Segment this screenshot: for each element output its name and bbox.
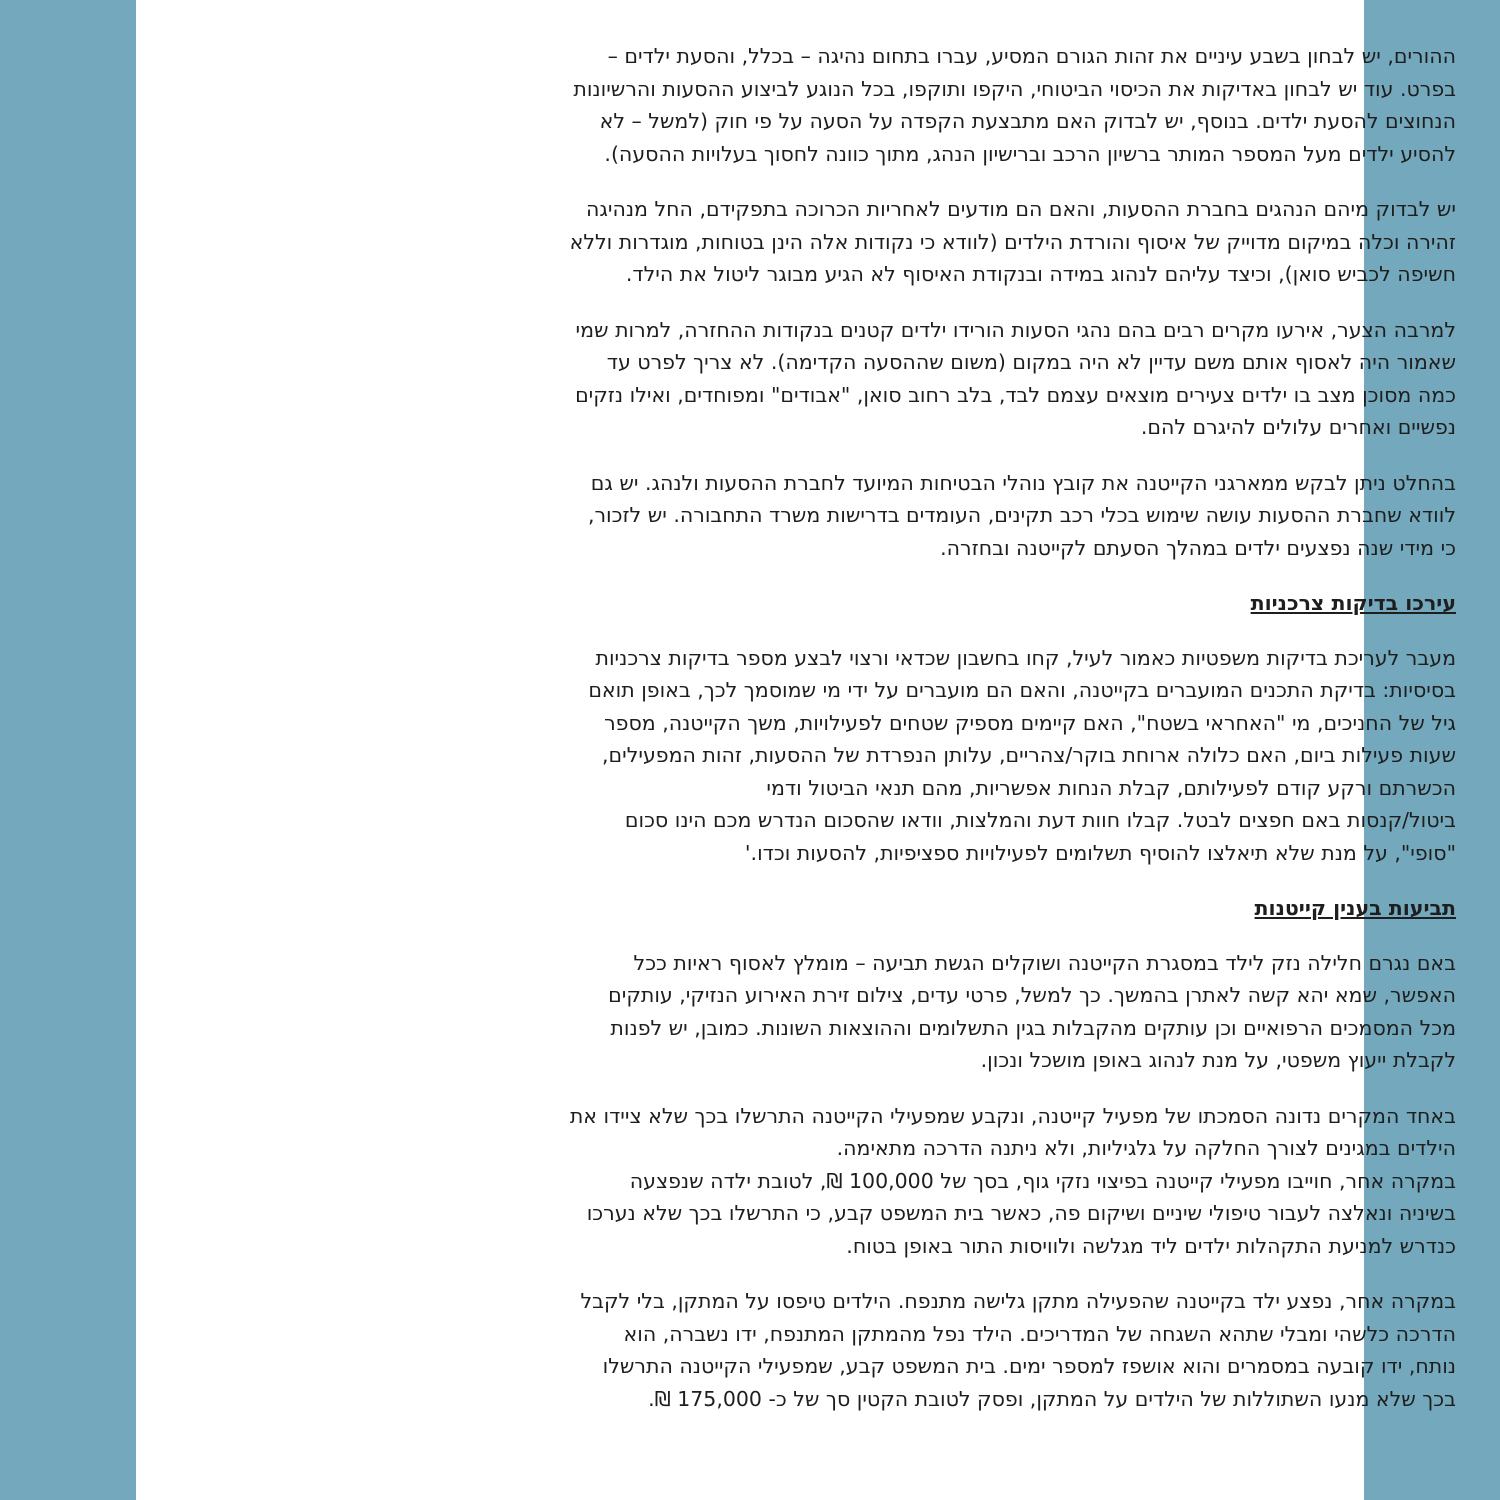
- text-line: נפשיים ואחרים עלולים להיגרם להם.: [1140, 415, 1456, 439]
- text-line: באחד המקרים נדונה הסמכתו של מפעיל קייטנה, ונקבע שמפעילי הקייטנה התרשלו בכך שלא ציידו את: [569, 1103, 1456, 1128]
- text-line: הדרכה כלשהי ומבלי שתהא השגחה של המדריכים. הילד נפל מהמתקן המתנפח, ידו נשברה, הוא: [623, 1321, 1456, 1346]
- text-line: גיל של החניכים, מי "האחראי בשטח", האם קיימים מספיק שטחים לפעילויות, משך הקייטנה, מספר: [604, 710, 1456, 735]
- paragraph-transport-operator: [316, 40, 1456, 170]
- text-line: כי מידי שנה נפצעים ילדים במהלך הסעתם לקייטנה ובחזרה.: [940, 535, 1456, 560]
- text-line: לוודא שחברת ההסעות עושה שימוש בכלי רכב תקינים, העומדים בדרישות משרד התחבורה. יש לזכור,: [587, 503, 1456, 527]
- paragraph-drivers: [316, 193, 1456, 291]
- text-line: בפרט. עוד יש לבחון באדיקות את הכיסוי הביטוחי, היקפו ותוקפו, בכל הנוגע לביצוע ההסעות והרשיונות: [573, 76, 1456, 101]
- text-line: יש לבדוק מיהם הנהגים בחברת ההסעות, והאם הם מודעים לאחריות הכרוכה בתפקידם, החל מנהיגה: [586, 197, 1456, 221]
- document-body: [316, 40, 1456, 1438]
- text-line: בהחלט ניתן לבקש ממארגני הקייטנה את קובץ נוהלי הבטיחות המיועד לחברת ההסעות ולנהג. יש גם: [590, 470, 1456, 495]
- text-line: כמה מסוכן מצב בו ילדים צעירים מוצאים עצמם לבד, בלב רחוב סואן, "אבודים" ומפוחדים, ואילו נזקים: [575, 382, 1456, 407]
- text-line: נותח, ידו קובעה במסמרים והוא אושפז למספר ימים. בית המשפט קבע, שמפעילי הקייטנה התרשלו: [602, 1354, 1456, 1378]
- text-line: שאמור היה לאסוף אותם משם עדיין לא היה במקום (משום שההסעה הקדימה). לא צריך לפרט עד: [606, 350, 1456, 374]
- text-line: "סופי", על מנת שלא תיאלצו להוסיף תשלומים לפעילויות ספציפיות, להסעות וכדו.': [744, 840, 1456, 865]
- text-line: זהירה וכלה במיקום מדוייק של איסוף והורדת הילדים (לוודא כי נקודות אלה הינן בטוחות, מוגדרות וללא: [569, 229, 1456, 254]
- text-line: בשיניה ונאלצה לעבור טיפולי שיניים ושיקום פה, כאשר בית המשפט קבע, כי התרשלו בכך שלא נערכו: [586, 1201, 1456, 1225]
- section-heading-camp-claims: תביעות בענין קייטנות: [1254, 896, 1456, 920]
- text-line: בסיסיות: בדיקת התכנים המועברים בקייטנה, והאם הם מועברים על ידי מי שמוסמך לכך, באופן תואם: [588, 678, 1456, 702]
- paragraph-safety-file: [316, 467, 1456, 565]
- paragraph-evidence: [316, 947, 1456, 1077]
- paragraph-inflatable-case: [316, 1285, 1456, 1415]
- text-line: כנדרש למניעת התקהלות ילדים ליד מגלשה ולוויסות התור באופן בטוח.: [846, 1233, 1456, 1258]
- text-line: מכל המסמכים הרפואיים וכן עותקים מהקבלות בגין התשלומים וההוצאות השונות. כמובן, יש לפנות: [610, 1015, 1456, 1040]
- paragraph-dropoff-incidents: [316, 314, 1456, 444]
- text-line: להסיע ילדים מעל המספר המותר ברשיון הרכב וברישיון הנהג, מתוך כוונה לחסוך בעלויות ההסעה).: [604, 141, 1456, 166]
- text-line: מעבר לעריכת בדיקות משפטיות כאמור לעיל, קחו בחשבון שכדאי ורצוי לבצע מספר בדיקות צרכניות: [595, 645, 1456, 670]
- paragraph-case-rulings: [316, 1100, 1456, 1263]
- text-line: ביטול/קנסות באם חפצים לבטל. קבלו חוות דעת והמלצות, וודאו שהסכום הנדרש מכם הינו סכום: [624, 808, 1456, 832]
- text-line: שעות פעילות ביום, האם כלולה ארוחת בוקר/צהריים, עלותן הנפרדת של ההסעות, זהות המפעילים,: [602, 743, 1456, 767]
- text-line: למרבה הצער, אירעו מקרים רבים בהם נהגי הסעות הורידו ילדים קטנים בנקודות ההחזרה, למרות שמי: [575, 317, 1456, 342]
- text-line: במקרה אחר, נפצע ילד בקייטנה שהפעילה מתקן גלישה מתנפח. הילדים טיפסו על המתקן, בלי לקבל: [580, 1289, 1456, 1313]
- document-page: [136, 0, 1456, 1500]
- paragraph-consumer-checks: [316, 642, 1456, 870]
- text-line: במקרה אחר, חוייבו מפעילי קייטנה בפיצוי נזקי גוף, בסך של 100,000 ₪, לטובת ילדה שנפצעה: [629, 1168, 1456, 1193]
- text-line: הילדים במגינים לצורך החלקה על גלגיליות, ולא ניתנה הדרכה מתאימה.: [836, 1136, 1456, 1160]
- text-line: באם נגרם חלילה נזק לילד במסגרת הקייטנה ושוקלים הגשת תביעה – מומלץ לאסוף ראיות ככל: [633, 950, 1456, 975]
- text-line: הכשרתם ורקע קודם לפעילותם, קבלת הנחות אפשריות, מהם תנאי הביטול ודמי: [766, 775, 1456, 800]
- text-line: האפשר, שמא יהא קשה לאתרן בהמשך. כך למשל, פרטי עדים, צילום זירת האירוע הנזיקי, עותקים: [608, 983, 1456, 1007]
- text-line: בכך שלא מנעו השתוללות של הילדים על המתקן, ופסק לטובת הקטין סך של כ- 175,000 ₪.: [648, 1386, 1456, 1411]
- text-line: הנחוצים להסעת ילדים. בנוסף, יש לבדוק האם מתבצעת הקפדה על הסעה על פי חוק (למשל – לא: [599, 109, 1456, 133]
- section-heading-consumer-checks: עירכו בדיקות צרכניות: [1250, 591, 1456, 615]
- text-line: ההורים, יש לבחון בשבע עיניים את זהות הגורם המסיע, עברו בתחום נהיגה – בכלל, והסעת ילדים –: [607, 44, 1456, 68]
- text-line: חשיפה לכביש סואן), וכיצד עליהם לנהוג במידה ובנקודת האיסוף לא הגיע מבוגר ליטול את הילד.: [625, 262, 1456, 286]
- text-line: לקבלת ייעוץ משפטי, על מנת לנהוג באופן מושכל ונכון.: [980, 1048, 1456, 1072]
